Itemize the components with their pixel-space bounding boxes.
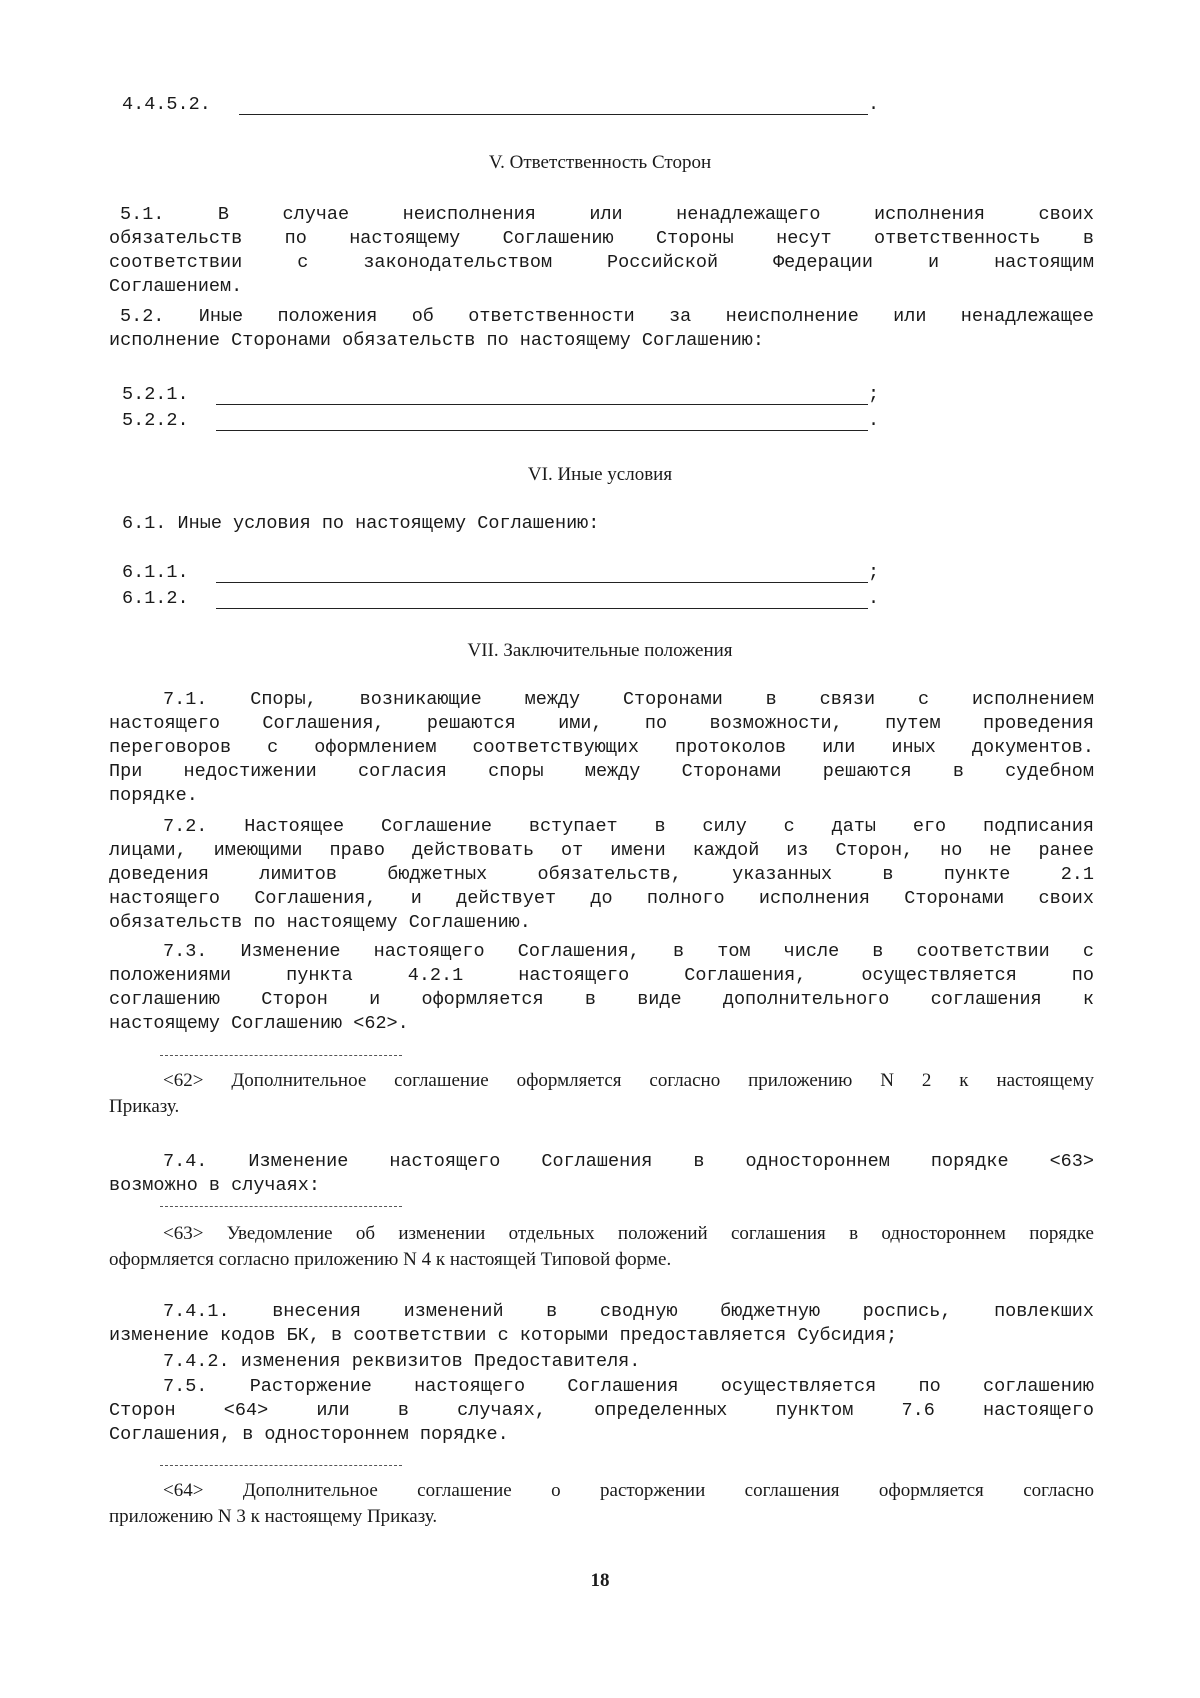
fill-line-blank[interactable] [216, 430, 868, 431]
text-line: 7.5. Расторжение настоящего Соглашения осуществляется по соглашению [163, 1376, 1094, 1397]
fill-line-blank[interactable] [216, 582, 868, 583]
page-number: 18 [590, 1570, 610, 1591]
text-line: доведения лимитов бюджетных обязательств, указанных в пункте 2.1 [109, 864, 1094, 885]
section-7-heading: VII. Заключительные положения [467, 640, 733, 661]
fill-line-label: 4.4.5.2. [122, 94, 211, 115]
fill-line-end: . [868, 410, 880, 431]
paragraph-7-4-1 [109, 1300, 1094, 1348]
text-line: соглашению Сторон и оформляется в виде дополнительного соглашения к [109, 989, 1094, 1010]
text-line: Соглашением. [109, 276, 243, 297]
fill-line-label: 5.2.2. [122, 410, 189, 431]
footnote-62 [109, 1068, 1094, 1120]
text-line: 7.4. Изменение настоящего Соглашения в одностороннем порядке <63> [163, 1151, 1094, 1172]
text-line: возможно в случаях: [109, 1175, 320, 1196]
text-line: 7.3. Изменение настоящего Соглашения, в том числе в соответствии с [163, 941, 1094, 962]
footnote-text: <63> Уведомление об изменении отдельных положений соглашения в одностороннем порядке [163, 1223, 1094, 1244]
footnote-text: <64> Дополнительное соглашение о расторжении соглашения оформляется согласно [163, 1480, 1094, 1501]
paragraph-7-1 [109, 688, 1094, 808]
fill-line-end: ; [868, 384, 880, 405]
paragraph-5-2 [109, 305, 1094, 353]
footnote-text: приложению N 3 к настоящему Приказу. [109, 1506, 438, 1527]
paragraph-6-1: 6.1. Иные условия по настоящему Соглашению: [122, 513, 600, 534]
fill-line-label: 6.1.2. [122, 588, 189, 609]
text-line: обязательств по настоящему Соглашению. [109, 912, 531, 933]
footnote-63 [109, 1221, 1094, 1273]
text-line: 5.1. В случае неисполнения или ненадлежащего исполнения своих [120, 204, 1094, 225]
footnote-separator [160, 1055, 402, 1056]
text-line: настоящему Соглашению <62>. [109, 1013, 409, 1034]
fill-line-blank[interactable] [239, 114, 868, 115]
text-line: 7.4.1. внесения изменений в сводную бюджетную роспись, повлекших [163, 1301, 1094, 1322]
text-line: Сторон <64> или в случаях, определенных пунктом 7.6 настоящего [109, 1400, 1094, 1421]
paragraph-7-4 [109, 1150, 1094, 1198]
section-6-heading: VI. Иные условия [527, 464, 673, 485]
fill-line-end: ; [868, 562, 880, 583]
paragraph-7-2 [109, 815, 1094, 935]
section-5-heading: V. Ответственность Сторон [488, 152, 712, 173]
footnote-separator [160, 1206, 402, 1207]
fill-line-label: 6.1.1. [122, 562, 189, 583]
paragraph-7-5 [109, 1375, 1094, 1447]
fill-line-blank[interactable] [216, 608, 868, 609]
text-line: настоящего Соглашения, и действует до полного исполнения Сторонами своих [109, 888, 1094, 909]
text-line: При недостижении согласия споры между Сторонами решаются в судебном [109, 761, 1094, 782]
footnote-64 [109, 1478, 1094, 1530]
footnote-text: Приказу. [109, 1096, 180, 1117]
text-line: обязательств по настоящему Соглашению Стороны несут ответственность в [109, 228, 1094, 249]
text-line: 7.1. Споры, возникающие между Сторонами в связи с исполнением [163, 689, 1094, 710]
text-line: положениями пункта 4.2.1 настоящего Соглашения, осуществляется по [109, 965, 1094, 986]
text-line: Соглашения, в одностороннем порядке. [109, 1424, 509, 1445]
text-line: 7.2. Настоящее Соглашение вступает в силу с даты его подписания [163, 816, 1094, 837]
fill-line-blank[interactable] [216, 404, 868, 405]
footnote-text: <62> Дополнительное соглашение оформляется согласно приложению N 2 к настоящему [163, 1070, 1094, 1091]
footnote-separator [160, 1465, 402, 1466]
paragraph-5-1 [109, 203, 1094, 299]
fill-line-label: 5.2.1. [122, 384, 189, 405]
paragraph-7-3 [109, 940, 1094, 1036]
footnote-text: оформляется согласно приложению N 4 к настоящей Типовой форме. [109, 1249, 672, 1270]
fill-line-end: . [868, 94, 880, 115]
text-line: 7.4.2. изменения реквизитов Предоставителя. [163, 1351, 641, 1372]
paragraph-7-4-2 [109, 1350, 1094, 1374]
fill-line-end: . [868, 588, 880, 609]
text-line: лицами, имеющими право действовать от имени каждой из Сторон, но не ранее [109, 840, 1094, 861]
text-line: порядке. [109, 785, 198, 806]
text-line: настоящего Соглашения, решаются ими, по возможности, путем проведения [109, 713, 1094, 734]
text-line: изменение кодов БК, в соответствии с которыми предоставляется Субсидия; [109, 1325, 898, 1346]
text-line: переговоров с оформлением соответствующих протоколов или иных документов. [109, 737, 1094, 758]
text-line: соответствии с законодательством Российской Федерации и настоящим [109, 252, 1094, 273]
text-line: 5.2. Иные положения об ответственности за неисполнение или ненадлежащее [120, 306, 1094, 327]
text-line: исполнение Сторонами обязательств по настоящему Соглашению: [109, 330, 765, 351]
